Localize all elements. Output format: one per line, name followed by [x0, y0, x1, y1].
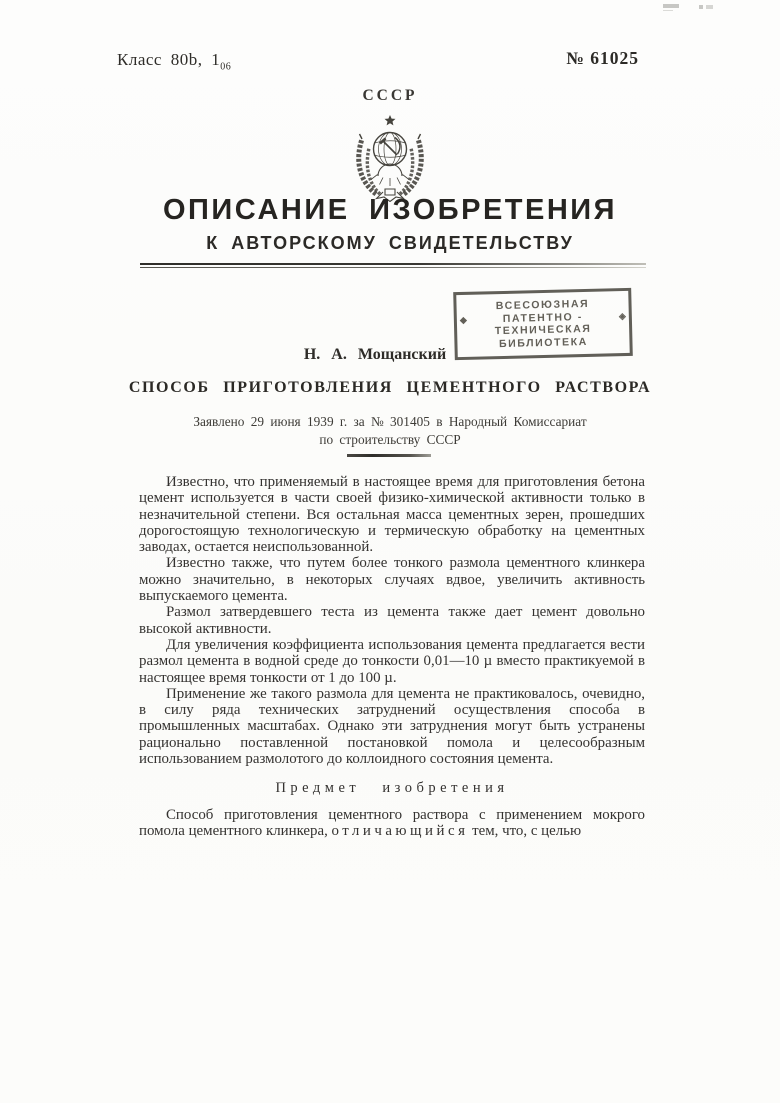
claims-paragraph	[139, 807, 645, 840]
filing-info	[0, 413, 780, 448]
patent-class-label	[117, 50, 231, 72]
filing-line-2: по строительству СССР	[319, 431, 461, 447]
short-rule-divider	[347, 454, 431, 457]
stamp-line: ТЕХНИЧЕСКАЯ	[494, 322, 592, 338]
description-body	[139, 474, 645, 839]
patent-class-text: Класс 80b, 1	[117, 50, 221, 69]
patent-class-subscript: 06	[220, 61, 232, 73]
ussr-emblem-icon	[344, 112, 436, 202]
diamond-right-icon: ◈	[618, 310, 626, 321]
claims-text-post: тем, что, с целью	[468, 822, 582, 839]
body-paragraph-1: Известно, что применяемый в настоящее время для приготовления бетона цемент используется в части своей физико-химической активности только в незначительной степени. Вся остальная масса цементных зерен, прошедших дорогостоящую технологическую и термическую обработку на цементных заводах, остается неиспользованной.	[139, 474, 645, 556]
invention-title: СПОСОБ ПРИГОТОВЛЕНИЯ ЦЕМЕНТНОГО РАСТВОРА	[128, 379, 652, 396]
body-paragraph-3: Размол затвердевшего теста из цемента также дает цемент довольно высокой активности.	[139, 604, 645, 637]
double-rule-divider	[140, 263, 646, 268]
stamp-line: ВСЕСОЮЗНАЯ	[495, 297, 590, 313]
scan-artifact	[706, 5, 713, 9]
filing-line-1: Заявлено 29 июня 1939 г. за № 301405 в Народный Комиссариат	[193, 414, 587, 429]
document-title: ОПИСАНИЕ ИЗОБРЕТЕНИЯ	[163, 194, 617, 226]
document-subtitle: К АВТОРСКОМУ СВИДЕТЕЛЬСТВУ	[206, 233, 574, 253]
claims-text-pre: Способ приготовления цементного раствора с применением мокрого помола цементного клинкера,	[139, 806, 645, 839]
body-paragraph-4: Для увеличения коэффициента использования цемента предлагается вести размол цемента в водной среде до тонкости 0,01—10 µ вместо практикуемой в настоящее время тонкости от 1 до 100 µ.	[139, 636, 645, 686]
patent-number: № 61025	[566, 48, 639, 68]
country-label: СССР	[362, 87, 418, 104]
diamond-left-icon: ◆	[459, 314, 467, 325]
claims-emphasis: отличающийся	[331, 822, 469, 839]
body-paragraph-2: Известно также, что путем более тонкого размола цементного клинкера можно значительно, в некоторых случаях вдвое, увеличить активность выпускаемого цемента.	[139, 555, 645, 605]
stamp-line-text: ПАТЕНТНО -	[502, 310, 584, 325]
author-name: Н. А. Мощанский	[303, 346, 447, 363]
claims-heading: Предмет изобретения	[275, 780, 509, 797]
scan-artifact	[663, 10, 673, 11]
body-paragraph-5: Применение же такого размола для цемента не практиковалось, очевидно, в силу ряда технических затруднений осуществления способа в промышленных масштабах. Однако эти затруднения могут быть устранены рационально поставленной постановкой помола и целесообразным использованием размолотого до коллоидного состояния цемента.	[139, 685, 645, 768]
stamp-line: БИБЛИОТЕКА	[498, 335, 589, 350]
scan-artifact	[699, 5, 703, 9]
scan-artifact	[663, 4, 679, 8]
